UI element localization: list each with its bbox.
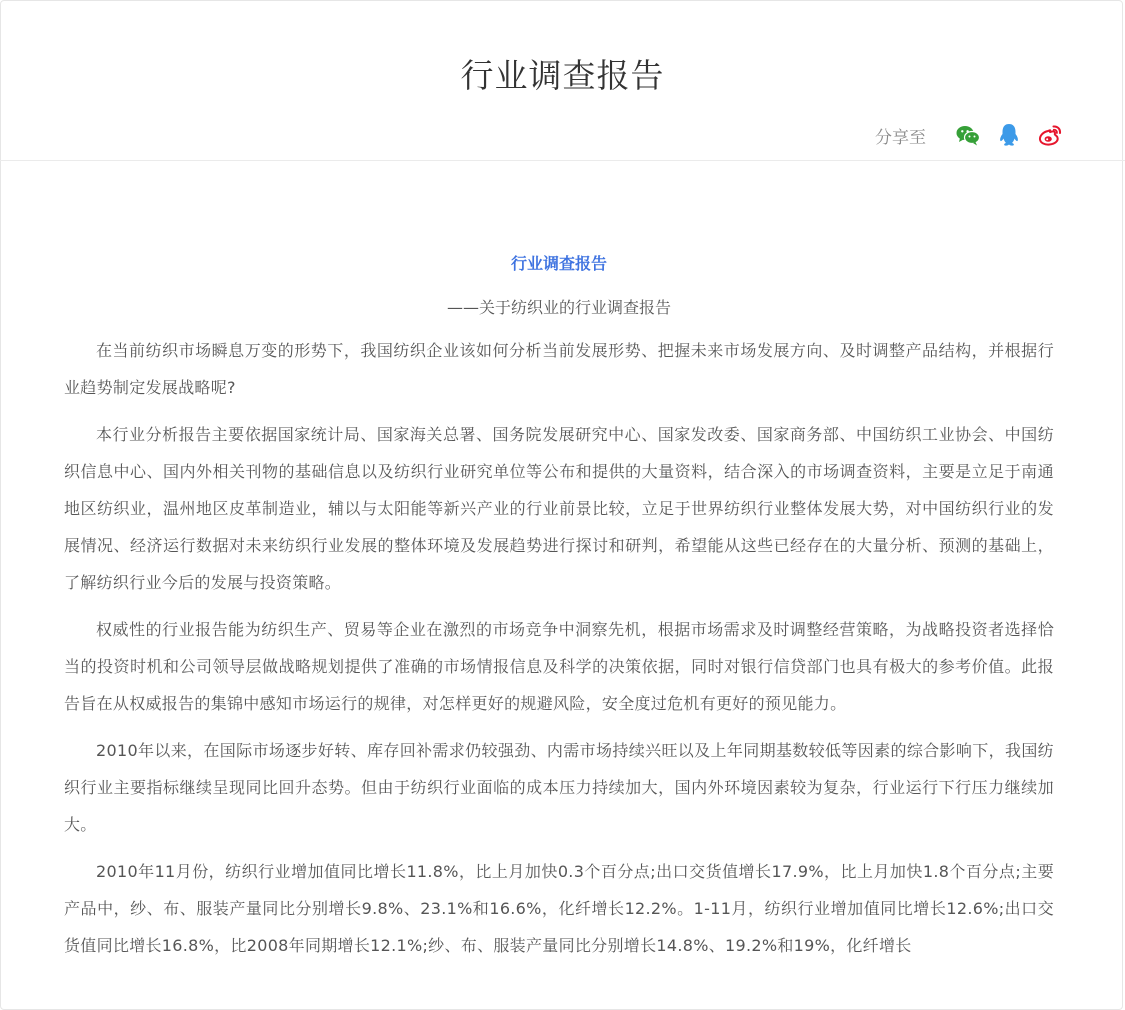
paragraph: 在当前纺织市场瞬息万变的形势下，我国纺织企业该如何分析当前发展形势、把握未来市场发展方向、及时调整产品结构，并根据行业趋势制定发展战略呢? — [64, 341, 1054, 397]
page-header — [0, 0, 1125, 161]
share-label: 分享至 — [875, 127, 926, 148]
document-heading: 行业调查报告 — [510, 254, 607, 273]
paragraph: 2010年以来，在国际市场逐步好转、库存回补需求仍较强劲、内需市场持续兴旺以及上年同期基数较低等因素的综合影响下，我国纺织行业主要指标继续呈现同比回升态势。但由于纺织行业面临的成本压力持续加大，国内外环境因素较为复杂，行业运行下行压力继续加大。 — [64, 741, 1054, 834]
paragraph: 权威性的行业报告能为纺织生产、贸易等企业在激烈的市场竞争中洞察先机，根据市场需求及时调整经营策略，为战略投资者选择恰当的投资时机和公司领导层做战略规划提供了准确的市场情报信息及科学的决策依据，同时对银行信贷部门也具有极大的参考价值。此报告旨在从权威报告的集锦中感知市场运行的规律，对怎样更好的规避风险，安全度过危机有更好的预见能力。 — [64, 620, 1054, 713]
qq-icon[interactable] — [996, 122, 1022, 148]
document-subheading: ——关于纺织业的行业调查报告 — [446, 298, 671, 317]
paragraph: 本行业分析报告主要依据国家统计局、国家海关总署、国务院发展研究中心、国家发改委、国家商务部、中国纺织工业协会、中国纺织信息中心、国内外相关刊物的基础信息以及纺织行业研究单位等公布和提供的大量资料，结合深入的市场调查资料，主要是立足于南通地区纺织业，温州地区皮革制造业，辅以与太阳能等新兴产业的行业前景比较，立足于世界纺织行业整体发展大势，对中国纺织行业的发展情况、经济运行数据对未来纺织行业发展的整体环境及发展趋势进行探讨和研判，希望能从这些已经存在的大量分析、预测的基础上，了解纺织行业今后的发展与投资策略。 — [64, 425, 1054, 592]
article-body — [64, 250, 1054, 964]
share-bar — [875, 121, 1063, 149]
page-title: 行业调查报告 — [460, 56, 665, 95]
wechat-icon[interactable] — [955, 122, 981, 148]
weibo-icon[interactable] — [1037, 122, 1063, 148]
paragraph: 2010年11月份，纺织行业增加值同比增长11.8%，比上月加快0.3个百分点;出口交货值增长17.9%，比上月加快1.8个百分点;主要产品中，纱、布、服装产量同比分别增长9.8%、23.1%和16.6%，化纤增长12.2%。1-11月，纺织行业增加值同比增长12.6%;出口交货值同比增长16.8%，比2008年同期增长12.1%;纱、布、服装产量同比分别增长14.8%、19.2%和19%，化纤增长 — [64, 862, 1054, 955]
